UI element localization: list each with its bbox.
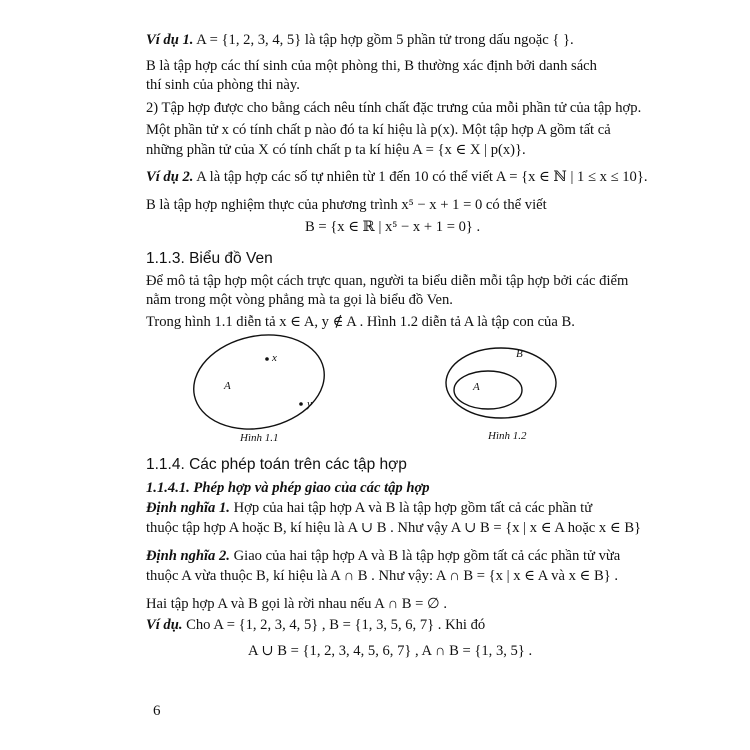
label-run: Định nghĩa 2. (146, 548, 230, 564)
text-run: thuộc tập hợp A hoặc B, kí hiệu là A ∪ B . Như vậy A ∪ B = {x | x ∈ A hoặc x ∈ B} (146, 520, 642, 536)
heading-venn: 1.1.3. Biểu đồ Ven (146, 250, 273, 267)
label-run: Định nghĩa 1. (146, 500, 230, 516)
label-run: Ví dụ 2. (146, 169, 194, 185)
text-run: Hai tập hợp A và B gọi là rời nhau nếu A ∩ B = ∅ . (146, 596, 448, 612)
formula-line: A ∪ B = {1, 2, 3, 4, 5, 6, 7} , A ∩ B = {1, 3, 5} . (248, 643, 533, 659)
page-number: 6 (153, 703, 161, 719)
text-run: thuộc A vừa thuộc B, kí hiệu là A ∩ B . Như vậy: A ∩ B = {x | x ∈ A và x ∈ B} . (146, 568, 619, 584)
text-run: thí sinh của phòng thi này. (146, 77, 300, 93)
label-run: Ví dụ 1. (146, 32, 194, 48)
text-run: A là tập hợp các số tự nhiên từ 1 đến 10 có thể viết A = {x ∈ ℕ | 1 ≤ x ≤ 10}. (193, 169, 648, 185)
set-a-inner-ellipse (454, 371, 522, 409)
label-run: Ví dụ. (146, 617, 183, 633)
heading-set-operations: 1.1.4. Các phép toán trên các tập hợp (146, 456, 407, 473)
text-run: nằm trong một vòng phẳng mà ta gọi là biểu đồ Ven. (146, 292, 453, 308)
figure-1-2-caption: Hình 1.2 (488, 430, 527, 442)
text-run: Hợp của hai tập hợp A và B là tập hợp gồm tất cả các phần tử (229, 500, 593, 516)
label-run: 1.1.4.1. Phép hợp và phép giao của các tập hợp (146, 480, 430, 496)
text-run: Giao của hai tập hợp A và B là tập hợp gồm tất cả các phần tử vừa (229, 548, 621, 564)
set-a-inner-label: A (473, 381, 480, 393)
text-run: B là tập hợp nghiệm thực của phương trình x⁵ − x + 1 = 0 có thể viết (146, 197, 547, 213)
text-run: Cho A = {1, 2, 3, 4, 5} , B = {1, 3, 5, 6, 7} . Khi đó (182, 617, 486, 633)
point-y-label: y (307, 398, 312, 410)
figure-1-1-caption: Hình 1.1 (240, 432, 279, 444)
text-run: Trong hình 1.1 diễn tả x ∈ A, y ∉ A . Hình 1.2 diễn tả A là tập con của B. (146, 314, 575, 330)
set-a-label: A (224, 380, 231, 392)
set-b-label: B (516, 348, 523, 360)
text-run: những phần tử của X có tính chất p ta kí hiệu A = {x ∈ X | p(x)}. (146, 142, 526, 158)
text-run: Một phần tử x có tính chất p nào đó ta kí hiệu là p(x). Một tập hợp A gồm tất cả (146, 122, 611, 138)
formula-line: B = {x ∈ ℝ | x⁵ − x + 1 = 0} . (305, 219, 481, 235)
text-run: A = {1, 2, 3, 4, 5} là tập hợp gồm 5 phần tử trong dấu ngoặc { }. (193, 32, 574, 48)
text-run: 2) Tập hợp được cho bằng cách nêu tính chất đặc trưng của mỗi phần tử của tập hợp. (146, 100, 642, 116)
point-x-label: x (272, 352, 277, 364)
text-run: Để mô tả tập hợp một cách trực quan, người ta biểu diễn mỗi tập hợp bởi các điểm (146, 273, 629, 289)
text-run: B là tập hợp các thí sinh của một phòng thi, B thường xác định bởi danh sách (146, 58, 597, 74)
set-a-ellipse (185, 323, 333, 440)
point-x-dot (265, 357, 269, 361)
point-y-dot (299, 402, 303, 406)
